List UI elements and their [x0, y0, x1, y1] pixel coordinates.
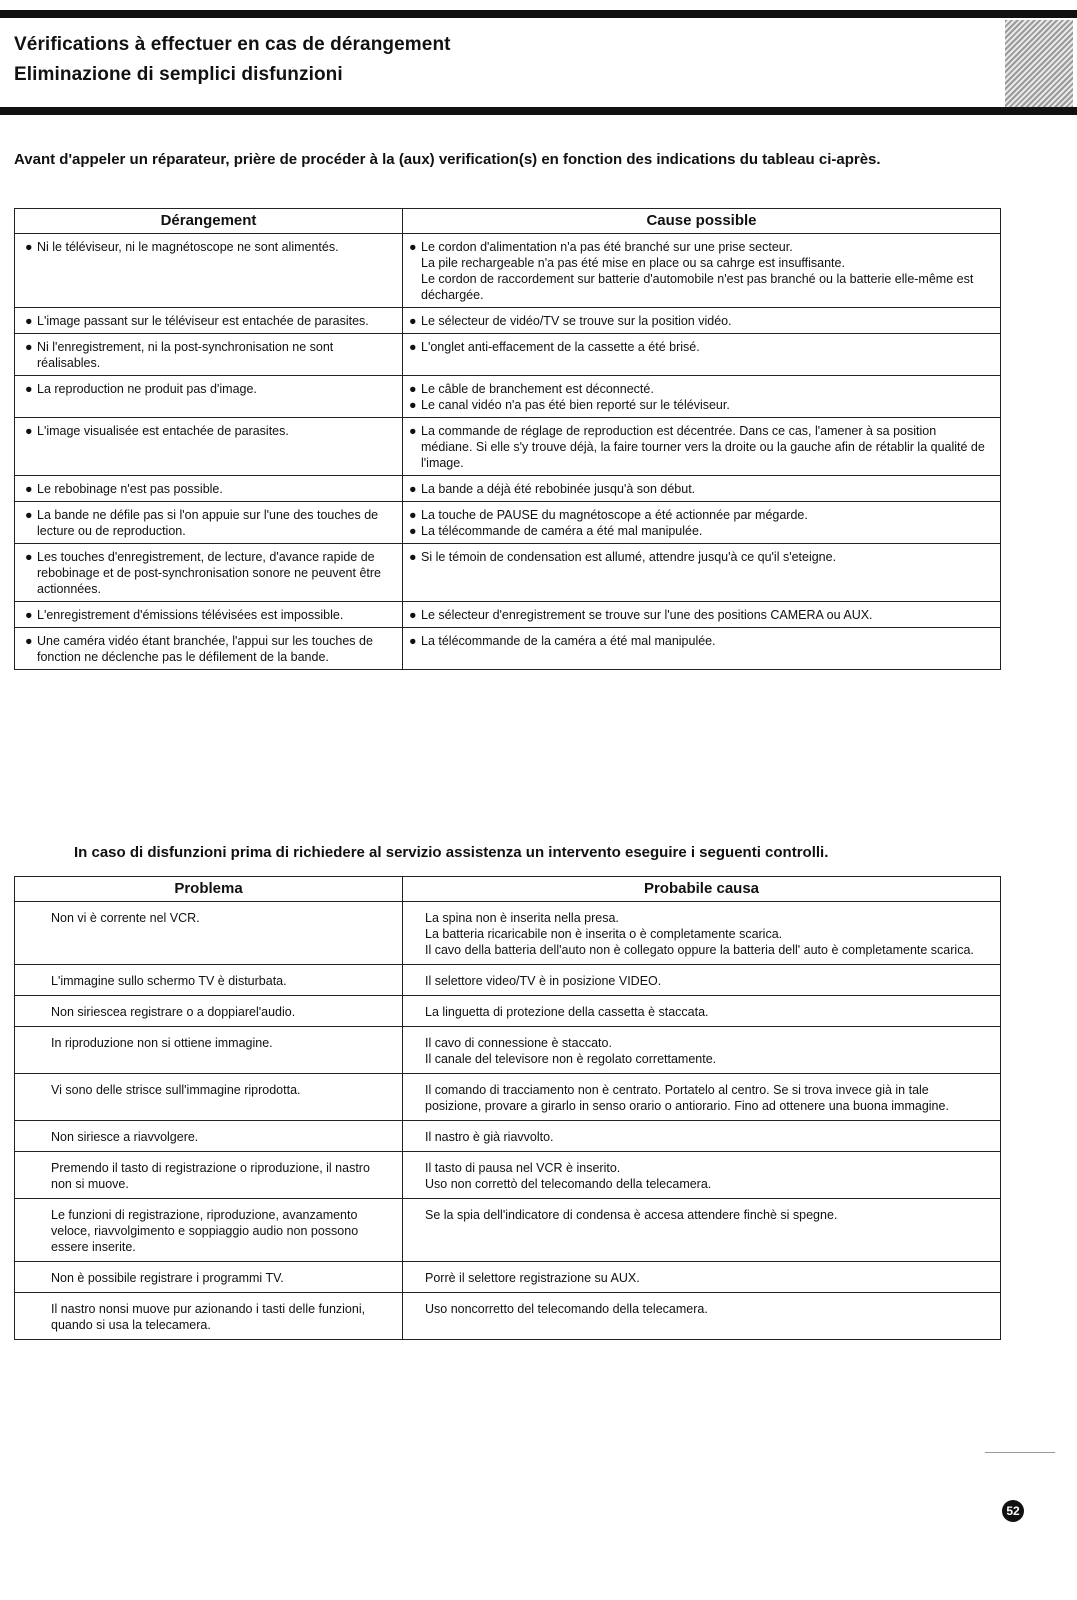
- table-row: [15, 1074, 1001, 1121]
- table-row: [15, 902, 1001, 965]
- cause-text-content: L'onglet anti-effacement de la cassette a été brisé.: [421, 340, 700, 354]
- problem-cell: L'immagine sullo schermo TV è disturbata.: [15, 965, 403, 996]
- bullet-icon: ●: [409, 240, 417, 254]
- cause-cell: [403, 1262, 1001, 1293]
- cause-text: [421, 271, 988, 303]
- cause-text: [409, 313, 988, 329]
- problem-cell: [15, 502, 403, 544]
- cause-text-content: Si le témoin de condensation est allumé, attendre jusqu'à ce qu'il s'eteigne.: [421, 550, 837, 564]
- problem-cell: [15, 628, 403, 670]
- cause-text-content: Le cordon d'alimentation n'a pas été branché sur une prise secteur.: [421, 240, 793, 254]
- cause-text-content: La touche de PAUSE du magnétoscope a été actionnée par mégarde.: [421, 508, 808, 522]
- problem-text-content: L'image passant sur le téléviseur est entachée de parasites.: [37, 314, 369, 328]
- table-row: [15, 1262, 1001, 1293]
- bullet-icon: ●: [25, 382, 33, 396]
- problem-text-content: Ni l'enregistrement, ni la post-synchronisation ne sont réalisables.: [37, 340, 334, 370]
- bullet-icon: ●: [409, 508, 417, 522]
- problem-text: [25, 423, 390, 439]
- cause-text: [409, 481, 988, 497]
- problem-cell: Vi sono delle strisce sull'immagine riprodotta.: [15, 1074, 403, 1121]
- table-row: [15, 628, 1001, 670]
- cause-cell: [403, 965, 1001, 996]
- problem-cell: [15, 544, 403, 602]
- page-number-badge: 52: [1002, 1500, 1024, 1522]
- bullet-icon: ●: [25, 508, 33, 522]
- bullet-icon: ●: [409, 482, 417, 496]
- problem-text: [25, 339, 390, 371]
- cause-cell: [403, 602, 1001, 628]
- problem-text: [25, 239, 390, 255]
- problem-text-content: Les touches d'enregistrement, de lecture, d'avance rapide de rebobinage et de post-synchronisation sonore ne peuvent être actionnées.: [37, 550, 381, 596]
- problem-cell: Non è possibile registrare i programmi TV.: [15, 1262, 403, 1293]
- table-row: [15, 1293, 1001, 1340]
- cause-cell: [403, 476, 1001, 502]
- problem-cell: [15, 418, 403, 476]
- problem-text: [25, 507, 390, 539]
- bullet-icon: ●: [409, 398, 417, 412]
- cause-cell: [403, 234, 1001, 308]
- cause-text: La spina non è inserita nella presa.: [425, 911, 619, 925]
- header-top-rule: [0, 10, 1077, 18]
- table-body-it: [15, 902, 1001, 1340]
- cause-text-content: La pile rechargeable n'a pas été mise en place ou sa cahrge est insuffisante.: [421, 256, 845, 270]
- cause-cell: [403, 418, 1001, 476]
- cause-cell: [403, 1027, 1001, 1074]
- cause-cell: [403, 902, 1001, 965]
- cause-text-content: La télécommande de la caméra a été mal manipulée.: [421, 634, 716, 648]
- cause-cell: [403, 544, 1001, 602]
- cause-text: Il comando di tracciamento non è centrato. Portatelo al centro. Se si trova invece già in tale posizione, provare a girarlo in senso orario o antiorario. Fino ad ottenere una buona immagine.: [425, 1083, 949, 1113]
- cause-cell: [403, 1074, 1001, 1121]
- table-row: [15, 502, 1001, 544]
- table-row: [15, 996, 1001, 1027]
- problem-text: [25, 313, 390, 329]
- cause-cell: [403, 628, 1001, 670]
- header-bottom-rule: [0, 107, 1077, 115]
- problem-text-content: Le rebobinage n'est pas possible.: [37, 482, 223, 496]
- column-header-problem: Dérangement: [15, 209, 403, 234]
- cause-text: Il cavo della batteria dell'auto non è collegato oppure la batteria dell' auto è completamente scarica.: [425, 943, 974, 957]
- problem-text: [25, 549, 390, 597]
- bullet-icon: ●: [25, 314, 33, 328]
- cause-text-content: La commande de réglage de reproduction est décentrée. Dans ce cas, l'amener à sa position médiane. Si elle s'y trouve déjà, la faire tourner vers la droite ou la gauche afin de rétablir la qualité de l'image.: [421, 424, 985, 470]
- bullet-icon: ●: [25, 424, 33, 438]
- bullet-icon: ●: [25, 608, 33, 622]
- cause-text: [409, 507, 988, 523]
- problem-text: [25, 633, 390, 665]
- cause-cell: [403, 376, 1001, 418]
- cause-text-content: Le câble de branchement est déconnecté.: [421, 382, 654, 396]
- intro-italian: In caso di disfunzioni prima di richiedere al servizio assistenza un intervento eseguire i seguenti controlli.: [74, 844, 829, 861]
- problem-cell: [15, 234, 403, 308]
- table-row: [15, 1152, 1001, 1199]
- cause-text: Se la spia dell'indicatore di condensa è accesa attendere finchè si spegne.: [425, 1208, 838, 1222]
- footer-rule: [985, 1452, 1055, 1453]
- problem-text-content: L'enregistrement d'émissions télévisées est impossible.: [37, 608, 344, 622]
- cause-text-content: La bande a déjà été rebobinée jusqu'à son début.: [421, 482, 696, 496]
- cause-text-content: Le canal vidéo n'a pas été bien reporté sur le téléviseur.: [421, 398, 730, 412]
- cause-text: [409, 381, 988, 397]
- problem-text-content: La reproduction ne produit pas d'image.: [37, 382, 257, 396]
- cause-text: [409, 339, 988, 355]
- cause-text: [409, 607, 988, 623]
- cause-text: Uso non correttò del telecomando della telecamera.: [425, 1177, 712, 1191]
- cause-text: Porrè il selettore registrazione su AUX.: [425, 1271, 640, 1285]
- cause-text: Il cavo di connessione è staccato.: [425, 1036, 612, 1050]
- table-row: [15, 308, 1001, 334]
- problem-cell: Non vi è corrente nel VCR.: [15, 902, 403, 965]
- column-header-cause: Probabile causa: [403, 877, 1001, 902]
- table-row: [15, 334, 1001, 376]
- cause-text: Il canale del televisore non è regolato correttamente.: [425, 1052, 717, 1066]
- table-row: [15, 544, 1001, 602]
- table-row: [15, 376, 1001, 418]
- bullet-icon: ●: [409, 550, 417, 564]
- table-row: [15, 965, 1001, 996]
- bullet-icon: ●: [25, 634, 33, 648]
- cause-text-content: Le sélecteur d'enregistrement se trouve sur l'une des positions CAMERA ou AUX.: [421, 608, 873, 622]
- problem-text: [25, 607, 390, 623]
- table-header-row: [15, 209, 1001, 234]
- cause-cell: [403, 1152, 1001, 1199]
- cause-text: [409, 423, 988, 471]
- bullet-icon: ●: [409, 382, 417, 396]
- problem-cell: Non siriesce a riavvolgere.: [15, 1121, 403, 1152]
- problem-cell: Il nastro nonsi muove pur azionando i tasti delle funzioni, quando si usa la telecamera.: [15, 1293, 403, 1340]
- problem-text-content: L'image visualisée est entachée de parasites.: [37, 424, 289, 438]
- cause-text: Uso noncorretto del telecomando della telecamera.: [425, 1302, 708, 1316]
- table-row: [15, 1121, 1001, 1152]
- cause-text: [421, 255, 988, 271]
- problem-cell: [15, 602, 403, 628]
- bullet-icon: ●: [409, 424, 417, 438]
- page-title-fr: Vérifications à effectuer en cas de dérangement: [14, 34, 451, 55]
- bullet-icon: ●: [25, 240, 33, 254]
- column-header-problem: Problema: [15, 877, 403, 902]
- cause-text: [409, 397, 988, 413]
- cause-text: Il tasto di pausa nel VCR è inserito.: [425, 1161, 621, 1175]
- scan-corner-texture: [1005, 20, 1073, 108]
- problem-cell: Non siriescea registrare o a doppiarel'audio.: [15, 996, 403, 1027]
- problem-cell: [15, 308, 403, 334]
- cause-text: [409, 239, 988, 255]
- table-row: [15, 1199, 1001, 1262]
- problem-text-content: La bande ne défile pas si l'on appuie sur l'une des touches de lecture ou de reproduction.: [37, 508, 379, 538]
- bullet-icon: ●: [409, 340, 417, 354]
- table-row: [15, 234, 1001, 308]
- bullet-icon: ●: [409, 634, 417, 648]
- bullet-icon: ●: [25, 340, 33, 354]
- problem-cell: [15, 476, 403, 502]
- table-body-fr: [15, 234, 1001, 670]
- problem-cell: [15, 334, 403, 376]
- troubleshooting-table-fr: [14, 208, 1001, 670]
- bullet-icon: ●: [25, 550, 33, 564]
- problem-text: [25, 481, 390, 497]
- cause-cell: [403, 502, 1001, 544]
- column-header-cause: Cause possible: [403, 209, 1001, 234]
- page-title-it: Eliminazione di semplici disfunzioni: [14, 64, 343, 85]
- problem-cell: Le funzioni di registrazione, riproduzione, avanzamento veloce, riavvolgimento e soppiaggio audio non possono essere inserite.: [15, 1199, 403, 1262]
- problem-cell: Premendo il tasto di registrazione o riproduzione, il nastro non si muove.: [15, 1152, 403, 1199]
- cause-cell: [403, 996, 1001, 1027]
- cause-cell: [403, 1121, 1001, 1152]
- cause-text: [409, 549, 988, 565]
- table-row: [15, 602, 1001, 628]
- cause-cell: [403, 334, 1001, 376]
- intro-french: Avant d'appeler un réparateur, prière de procéder à la (aux) verification(s) en fonction des indications du tableau ci-après.: [14, 151, 881, 168]
- cause-text: La linguetta di protezione della cassetta è staccata.: [425, 1005, 709, 1019]
- cause-text: La batteria ricaricabile non è inserita o è completamente scarica.: [425, 927, 783, 941]
- bullet-icon: ●: [25, 482, 33, 496]
- problem-text: [25, 381, 390, 397]
- bullet-icon: ●: [409, 314, 417, 328]
- cause-cell: [403, 308, 1001, 334]
- cause-text: Il nastro è già riavvolto.: [425, 1130, 554, 1144]
- table-row: [15, 1027, 1001, 1074]
- cause-text: [409, 523, 988, 539]
- cause-text-content: La télécommande de caméra a été mal manipulée.: [421, 524, 703, 538]
- bullet-icon: ●: [409, 524, 417, 538]
- table-header-row: [15, 877, 1001, 902]
- table-row: [15, 476, 1001, 502]
- cause-cell: [403, 1199, 1001, 1262]
- problem-text-content: Ni le téléviseur, ni le magnétoscope ne sont alimentés.: [37, 240, 339, 254]
- problem-cell: In riproduzione non si ottiene immagine.: [15, 1027, 403, 1074]
- cause-text: [409, 633, 988, 649]
- cause-text-content: Le cordon de raccordement sur batterie d'automobile n'est pas branché ou la batterie elle-même est déchargée.: [421, 272, 974, 302]
- problem-text-content: Une caméra vidéo étant branchée, l'appui sur les touches de fonction ne déclenche pas le défilement de la bande.: [37, 634, 373, 664]
- bullet-icon: ●: [409, 608, 417, 622]
- problem-cell: [15, 376, 403, 418]
- cause-cell: [403, 1293, 1001, 1340]
- table-row: [15, 418, 1001, 476]
- cause-text: Il selettore video/TV è in posizione VIDEO.: [425, 974, 662, 988]
- cause-text-content: Le sélecteur de vidéo/TV se trouve sur la position vidéo.: [421, 314, 732, 328]
- page-header: [14, 30, 974, 90]
- troubleshooting-table-it: [14, 876, 1001, 1340]
